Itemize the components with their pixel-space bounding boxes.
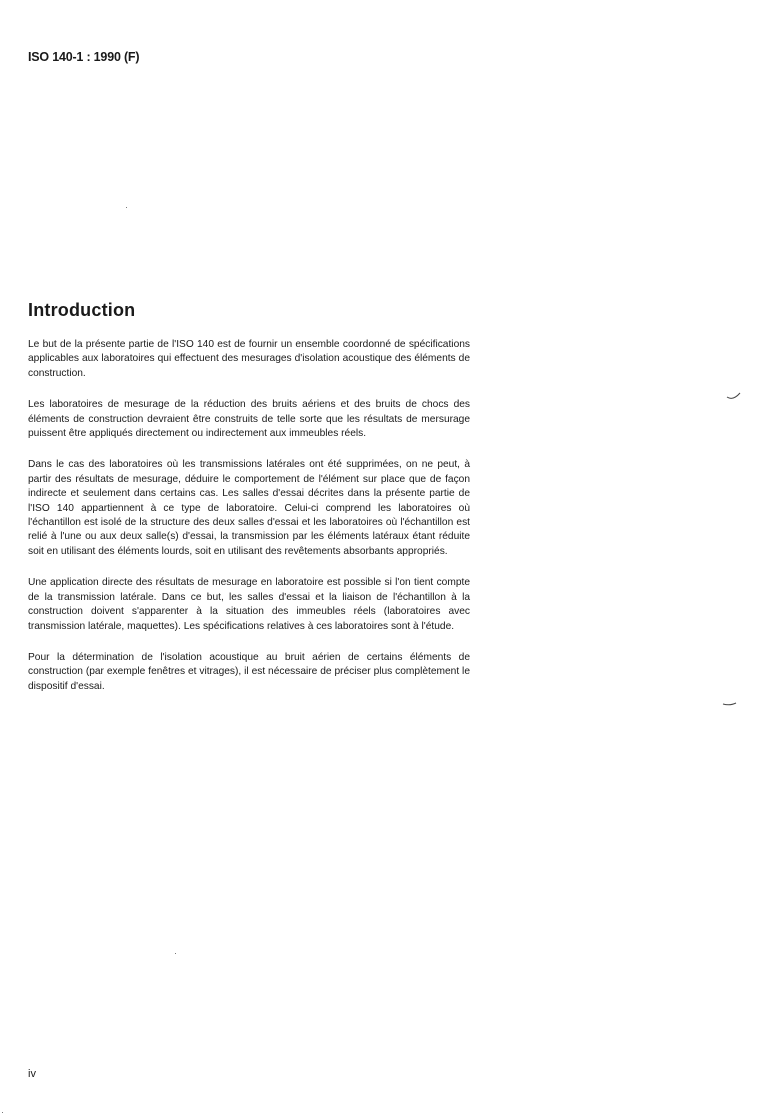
page-number: iv [28,1068,36,1080]
scan-speck [126,207,127,208]
paragraph-1: Le but de la présente partie de l'ISO 140 est de fournir un ensemble coordonné de spécifications applicables aux laboratoires qui effectuent des mesurages d'isolation acoustique des éléments de construction. [28,339,470,379]
document-header: ISO 140-1 : 1990 (F) [28,50,140,64]
scan-speck [2,1112,3,1113]
section-title: Introduction [28,300,136,320]
paragraph-4: Une application directe des résultats de mesurage en laboratoire est possible si l'on tient compte de la transmission latérale. Dans ce but, les salles d'essai et la liaison de l'échantillon à la construction doivent s'apparenter à la situation des immeubles réels (laboratoires avec transmission latérale, maquettes). Les spécifications relatives à ces laboratoires sont à l'étude. [28,577,470,632]
margin-mark [722,696,738,708]
body-text [28,338,470,711]
scan-speck [175,953,176,954]
paragraph-3: Dans le cas des laboratoires où les transmissions latérales ont été supprimées, on ne peut, à partir des résultats de mesurage, déduire le comportement de l'élément sur place que de façon indirecte et seulement dans certains cas. Les salles d'essai décrites dans la présente partie de l'ISO 140 appartiennent à ce type de laboratoire. Celui-ci comprend les laboratoires où l'échantillon est isolé de la structure des deux salles d'essai et les laboratoires où l'échantillon est relié à l'une ou aux deux salle(s) d'essai, la transmission par les éléments latéraux étant réduite soit en utilisant des éléments lourds, soit en utilisant des revêtements absorbants appropriés. [28,459,470,557]
margin-mark [726,390,742,402]
paragraph-5: Pour la détermination de l'isolation acoustique au bruit aérien de certains éléments de construction (par exemple fenêtres et vitrages), il est nécessaire de préciser plus complètement le dispositif d'essai. [28,651,470,692]
paragraph-2: Les laboratoires de mesurage de la réduction des bruits aériens et des bruits de chocs des éléments de construction devraient être construits de telle sorte que les résultats de mersurage puissent être appliqués directement ou indirectement aux immeubles réels. [28,399,470,440]
